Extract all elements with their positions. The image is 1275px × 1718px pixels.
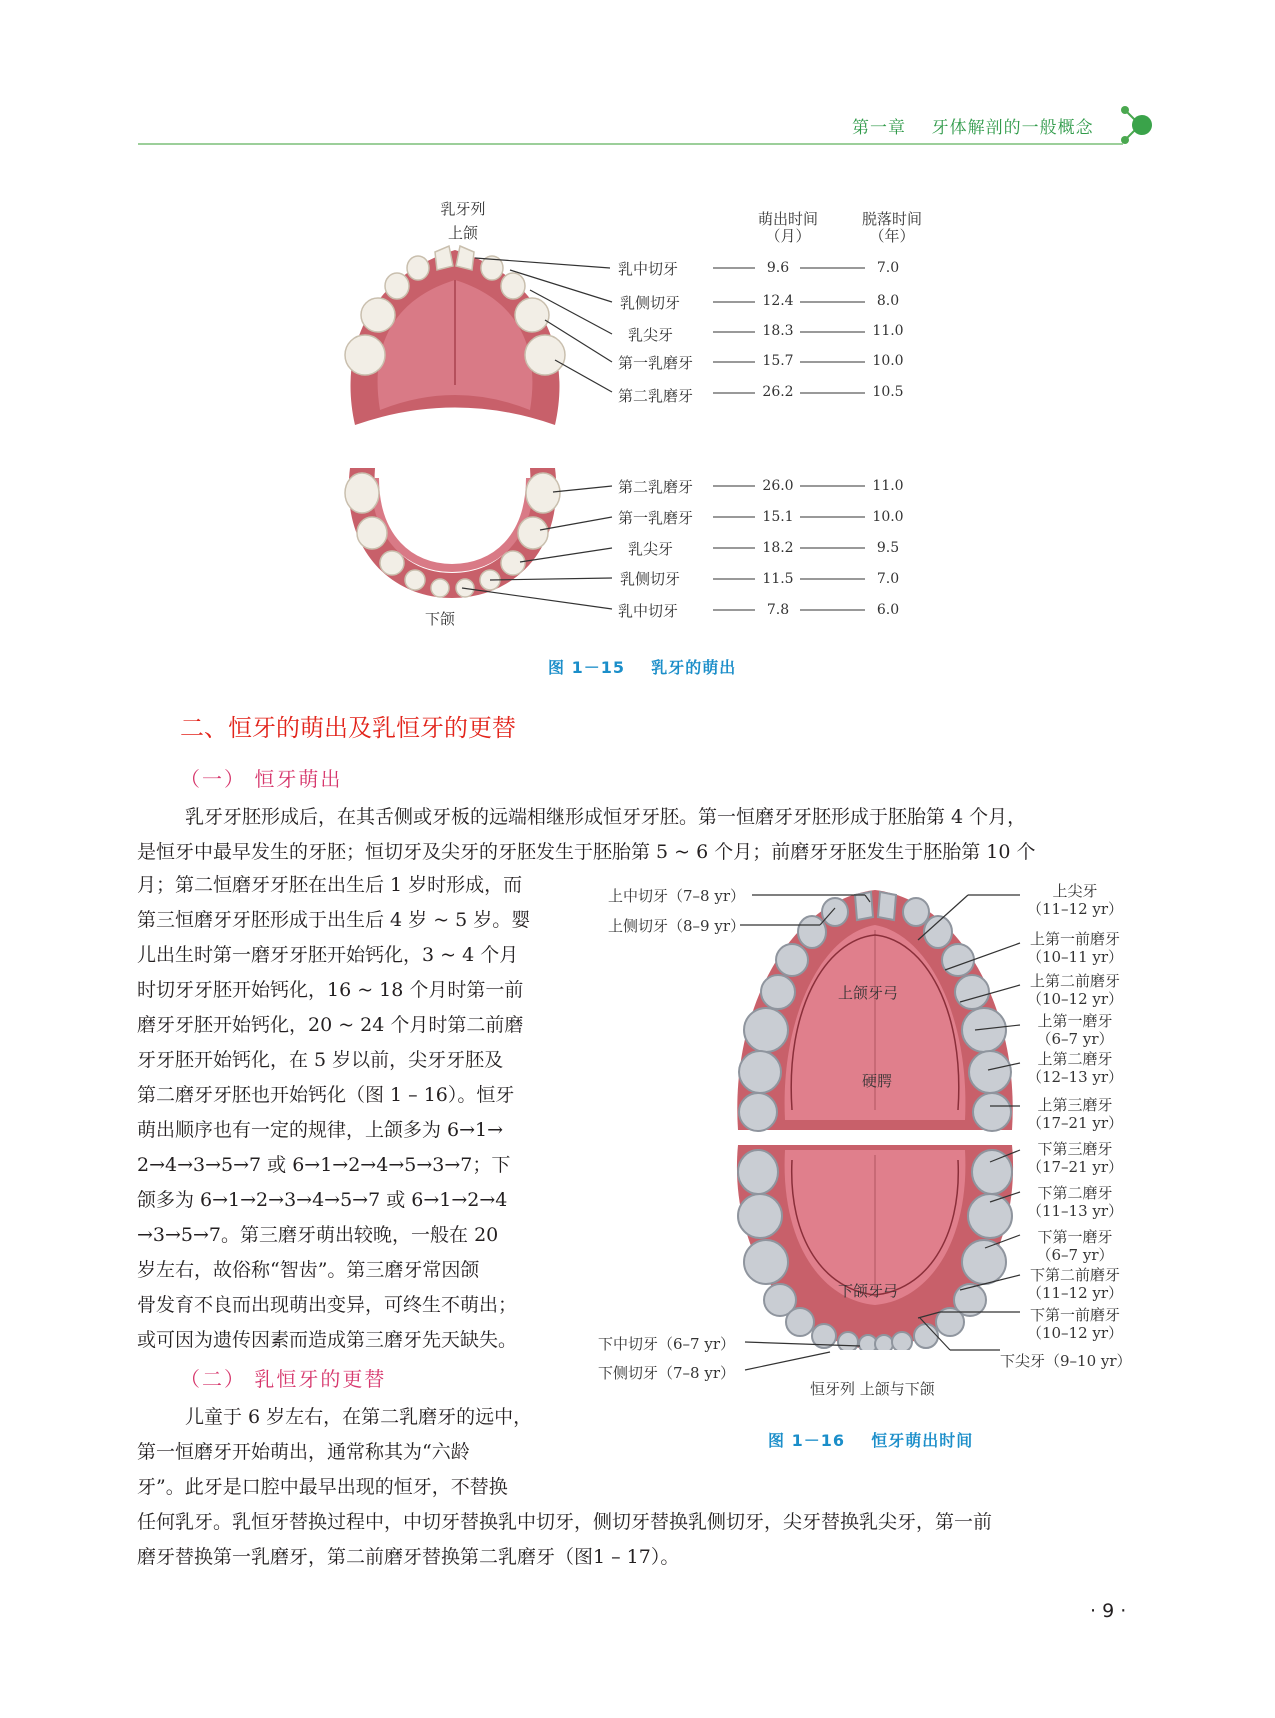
paragraph-line: 牙”。此牙是口腔中最早出现的恒牙，不替换 [137,1476,508,1498]
subsection-title-2: （二） 乳恒牙的更替 [180,1367,387,1391]
upper-erupt-value: 9.6 [766,260,790,276]
paragraph-line: 磨牙替换第一乳磨牙，第二前磨牙替换第二乳磨牙（图1 – 17）。 [137,1546,680,1568]
col-shed-unit: （年） [869,227,915,245]
upper-tooth-name: 乳侧切牙 [620,294,681,312]
fig16-lower-name: 下第三磨牙 [1037,1140,1113,1158]
fig15-lower-label: 下颌 [425,610,456,628]
fig15-title-1: 乳牙列 [440,200,486,218]
fig16-upper-name: 上第二前磨牙 [1029,972,1120,990]
fig16-upper-name: 上第一前磨牙 [1029,930,1120,948]
lower-tooth-name: 乳侧切牙 [620,570,681,588]
paragraph-line: 月；第二恒磨牙牙胚在出生后 1 岁时形成，而 [137,874,523,896]
fig16-upper-age: （10–11 yr） [1026,948,1124,966]
fig16-label: 下中切牙（6–7 yr） [598,1335,736,1353]
fig16-upper-name: 上第三磨牙 [1037,1096,1113,1114]
paragraph-line: 骨发育不良而出现萌出变异，可终生不萌出； [137,1294,518,1316]
fig16-lower-name: 下第二前磨牙 [1029,1266,1120,1284]
upper-shed-value: 11.0 [872,323,904,339]
lower-erupt-value: 7.8 [766,602,790,618]
fig16-upper-age: （10–12 yr） [1026,990,1124,1008]
paragraph-line: 乳牙牙胚形成后，在其舌侧或牙板的远端相继形成恒牙牙胚。第一恒磨牙牙胚形成于胚胎第 4 个月， [185,806,1027,828]
upper-shed-value: 8.0 [876,293,900,309]
lower-erupt-value: 11.5 [762,571,794,587]
upper-shed-value: 10.0 [872,353,904,369]
fig16-label: 上侧切牙（8–9 yr） [608,917,746,935]
paragraph-line: 时切牙牙胚开始钙化，16 ~ 18 个月时第一前 [137,979,524,1001]
lower-tooth-name: 第二乳磨牙 [618,478,694,496]
lower-arch-label: 下颌牙弓 [838,1282,899,1300]
lower-tooth-name: 乳中切牙 [618,602,679,620]
subsection-title-1: （一） 恒牙萌出 [180,767,343,791]
fig16-caption: 图 1－16 恒牙萌出时间 [768,1431,974,1450]
lower-shed-value: 6.0 [876,602,900,618]
fig16-upper-age: （6–7 yr） [1036,1030,1114,1048]
fig15-leader-lines [0,0,1275,700]
upper-erupt-value: 12.4 [762,293,794,309]
paragraph-line: 磨牙牙胚开始钙化，20 ~ 24 个月时第二前磨 [137,1014,524,1036]
lower-shed-value: 9.5 [876,540,900,556]
fig16-bottom-title: 恒牙列 上颌与下颌 [810,1380,935,1398]
lower-shed-value: 7.0 [876,571,900,587]
fig16-upper-name: 上第二磨牙 [1037,1050,1113,1068]
upper-tooth-name: 乳中切牙 [618,260,679,278]
fig16-lower-name: 下第一磨牙 [1037,1228,1113,1246]
paragraph-line: 是恒牙中最早发生的牙胚；恒切牙及尖牙的牙胚发生于胚胎第 5 ~ 6 个月；前磨牙牙胚发生于胚胎第 10 个 [137,841,1036,863]
lower-shed-value: 10.0 [872,509,904,525]
fig16-upper-name: 上第一磨牙 [1037,1012,1113,1030]
upper-arch-label: 上颌牙弓 [838,984,899,1002]
fig16-lower-canine: 下尖牙（9–10 yr） [1000,1352,1132,1370]
upper-erupt-value: 18.3 [762,323,794,339]
fig16-upper-name: 上尖牙 [1052,882,1098,900]
lower-erupt-value: 15.1 [762,509,794,525]
fig16-label: 下侧切牙（7–8 yr） [598,1364,736,1382]
chapter-header: 第一章 牙体解剖的一般概念 [852,118,1094,138]
paragraph-line: 任何乳牙。乳恒牙替换过程中，中切牙替换乳中切牙，侧切牙替换乳侧切牙，尖牙替换乳尖牙，第一前 [137,1511,993,1533]
lower-erupt-value: 18.2 [762,540,794,556]
upper-erupt-value: 15.7 [762,353,794,369]
col-shed-header: 脱落时间 [861,210,922,228]
upper-shed-value: 10.5 [872,384,904,400]
col-erupt-header: 萌出时间 [757,210,818,228]
col-erupt-unit: （月） [765,227,811,245]
paragraph-line: 儿童于 6 岁左右，在第二乳磨牙的远中， [185,1406,533,1428]
fig16-lower-age: （11–12 yr） [1026,1284,1124,1302]
fig15-title-2: 上颌 [447,224,478,242]
lower-tooth-name: 第一乳磨牙 [618,509,694,527]
upper-tooth-name: 乳尖牙 [628,326,674,344]
paragraph-line: 2→4→3→5→7 或 6→1→2→4→5→3→7；下 [137,1154,511,1176]
fig16-upper-age: （12–13 yr） [1026,1068,1124,1086]
paragraph-line: 儿出生时第一磨牙牙胚开始钙化，3 ~ 4 个月 [137,944,519,966]
fig16-upper-age: （17–21 yr） [1026,1114,1124,1132]
palate-label: 硬腭 [862,1072,893,1090]
page-number: · 9 · [1090,1600,1127,1622]
fig16-lower-age: （6–7 yr） [1036,1246,1114,1264]
fig16-lower-age: （17–21 yr） [1026,1158,1124,1176]
upper-tooth-name: 第二乳磨牙 [618,387,694,405]
paragraph-line: 第三恒磨牙牙胚形成于出生后 4 岁 ~ 5 岁。婴 [137,909,531,931]
paragraph-line: 萌出顺序也有一定的规律，上颌多为 6→1→ [137,1119,504,1141]
fig16-label: 上中切牙（7–8 yr） [608,887,746,905]
fig16-lower-name: 下第二磨牙 [1037,1184,1113,1202]
paragraph-line: 第二磨牙牙胚也开始钙化（图 1 – 16）。恒牙 [137,1084,515,1106]
paragraph-line: 第一恒磨牙开始萌出，通常称其为“六龄 [137,1441,470,1463]
paragraph-line: 岁左右，故俗称“智齿”。第三磨牙常因颌 [137,1259,480,1281]
fig15-caption: 图 1－15 乳牙的萌出 [548,658,737,677]
paragraph-line: 或可因为遗传因素而造成第三磨牙先天缺失。 [137,1329,518,1351]
paragraph-line: 牙牙胚开始钙化，在 5 岁以前，尖牙牙胚及 [137,1049,504,1071]
upper-tooth-name: 第一乳磨牙 [618,354,694,372]
upper-erupt-value: 26.2 [762,384,794,400]
paragraph-line: 颌多为 6→1→2→3→4→5→7 或 6→1→2→4 [137,1189,508,1211]
fig16-lower-age: （10–12 yr） [1026,1324,1124,1342]
lower-tooth-name: 乳尖牙 [628,540,674,558]
lower-erupt-value: 26.0 [762,478,794,494]
upper-shed-value: 7.0 [876,260,900,276]
fig16-lower-name: 下第一前磨牙 [1029,1306,1120,1324]
lower-shed-value: 11.0 [872,478,904,494]
section-title: 二、恒牙的萌出及乳恒牙的更替 [180,714,516,742]
fig16-lower-age: （11–13 yr） [1026,1202,1124,1220]
paragraph-line: →3→5→7。第三磨牙萌出较晚，一般在 20 [137,1224,499,1246]
fig16-upper-age: （11–12 yr） [1026,900,1124,918]
